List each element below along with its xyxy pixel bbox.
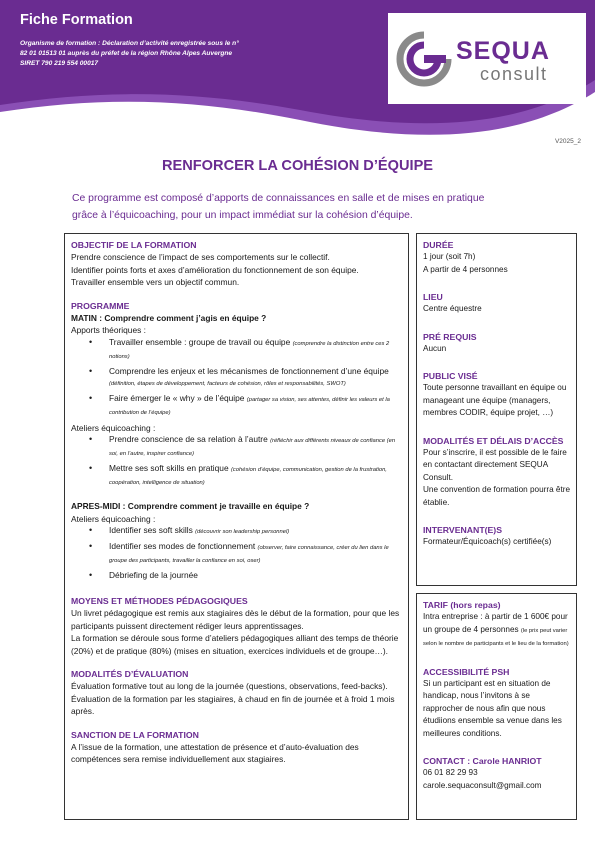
item-text: Débriefing de la journée [109, 570, 198, 580]
objectif-line: Travailler ensemble vers un objectif commun. [71, 277, 240, 287]
main-content-box [64, 233, 409, 820]
lieu-line: Centre équestre [423, 304, 482, 313]
item-text: Mettre ses soft skills en pratique [109, 463, 231, 473]
duree-line: A partir de 4 personnes [423, 264, 508, 274]
section-heading-public: PUBLIC VISÉ [423, 371, 478, 381]
moyens-line: La formation se déroule sous forme d’ateliers pédagogiques alliant des temps de théorie (20%) et de pratique (80%) (mises en situation, exercices individuels et de groupe…). [71, 633, 399, 656]
section-heading-tarif: TARIF (hors repas) [423, 600, 501, 610]
organisme-info [20, 39, 290, 69]
section-heading-prerequis: PRÉ REQUIS [423, 331, 477, 342]
organisme-line: 82 01 01513 01 auprès du préfet de la région Rhône Alpes Auvergne [20, 50, 233, 57]
item-text: Identifier ses modes de fonctionnement [109, 541, 258, 551]
objectif-line: Identifier points forts et axes d’amélioration du fonctionnement de son équipe. [71, 264, 359, 275]
item-text: Faire émerger le « why » de l’équipe [109, 392, 247, 403]
intervenant-line: Formateur/Équicoach(s) certifiée(s) [423, 537, 552, 546]
item-note: (définition, étapes de développement, facteurs de cohésion, rôles et responsabilités, SWOT) [109, 380, 346, 387]
item-note: (découvrir son leadership personnel) [195, 529, 290, 535]
section-heading-duree: DURÉE [423, 240, 454, 250]
list-item [97, 463, 402, 489]
item-note: (observer, faire connaissance, créer du lien dans le groupe des participants, travailler la confiance en soi, oser) [109, 545, 389, 564]
section-heading-evaluation: MODALITÉS D’ÉVALUATION [71, 669, 189, 679]
ateliers-label: Ateliers équicoaching : [71, 422, 156, 433]
organisme-line: SIRET 790 219 554 00017 [20, 60, 99, 67]
modalites-line: Une convention de formation pourra être établie. [423, 485, 571, 507]
intro-line: grâce à l’équicoaching, pour un impact immédiat sur la cohésion d’équipe. [72, 210, 413, 221]
intro-line: Ce programme est composé d’apports de connaissances en salle et de mises en pratique [72, 193, 485, 204]
info-box [416, 233, 577, 586]
list-item [97, 525, 402, 538]
tarif-note: (le prix peut varier selon le nombre de participants et le lieu de la formation) [423, 627, 569, 647]
item-note: (réfléchir aux différents niveaux de confiance (en soi, en l’autre, inspirer confiance) [109, 438, 396, 457]
intro-text [72, 190, 532, 224]
section-heading-sanction: SANCTION DE LA FORMATION [71, 729, 199, 740]
duree-line: 1 jour (soit 7h) [423, 252, 476, 261]
item-text: Travailler ensemble : groupe de travail ou équipe [109, 336, 293, 347]
evaluation-line: Évaluation formative tout au long de la journée (questions, observations, feed-backs). [71, 681, 388, 691]
tarif-contact-box [416, 593, 577, 820]
list-item [97, 541, 402, 567]
page-title: RENFORCER LA COHÉSION D’ÉQUIPE [161, 158, 434, 174]
list-item [97, 570, 402, 581]
contact-phone[interactable]: 06 01 82 29 93 [423, 768, 478, 777]
modalites-line: Pour s’inscrire, il est possible de le faire en contactant directement SEQUA Consult. [423, 447, 567, 482]
section-heading-moyens: MOYENS ET MÉTHODES PÉDAGOGIQUES [71, 596, 248, 606]
aprem-title: APRES-MIDI : Comprendre comment je travaille en équipe ? [71, 501, 310, 511]
section-heading-programme: PROGRAMME [71, 300, 130, 311]
list-item [97, 393, 402, 419]
item-note: (cohésion d’équipe, communication, gestion de la frustration, coopération, intelligence de situation) [109, 467, 387, 486]
moyens-line: Un livret pédagogique est remis aux stagiaires dès le début de la formation, pour que les participants puissent directement rédiger leurs apprentissages. [71, 608, 400, 631]
logo-word-sequa: SEQUA [456, 37, 550, 65]
section-heading-modalites: MODALITÉS ET DÉLAIS D’ACCÈS [423, 435, 564, 446]
section-heading-objectif: OBJECTIF DE LA FORMATION [71, 240, 197, 250]
tarif-price: Intra entreprise : à partir de 1 600€ pour un groupe de 4 personnes [423, 612, 568, 634]
version-label: V2025_2 [554, 138, 581, 145]
ateliers-aprem-list [97, 525, 402, 581]
ateliers-label: Ateliers équicoaching : [71, 513, 156, 524]
section-heading-contact: CONTACT : Carole HANRIOT [423, 756, 542, 766]
prerequis-line: Aucun [423, 343, 447, 353]
list-item [97, 434, 402, 460]
apports-label: Apports théoriques : [71, 325, 146, 335]
item-note: (comprendre la distinction entre ces 2 notions) [109, 340, 390, 360]
organisme-line: Organisme de formation : Déclaration d’activité enregistrée sous le n° [20, 40, 239, 47]
item-text: Comprendre les enjeux et les mécanismes de fonctionnement d’une équipe [109, 365, 389, 376]
logo-word-consult: consult [480, 64, 548, 84]
apports-list [97, 337, 402, 419]
list-item [97, 366, 402, 390]
tarif-text [423, 611, 570, 651]
item-text: Prendre conscience de sa relation à l’autre [109, 434, 271, 444]
sequa-logo [388, 13, 586, 104]
header-title: Fiche Formation [20, 12, 133, 28]
evaluation-line: Évaluation de la formation par les stagiaires, à chaud en fin de journée et à froid 1 mois après. [71, 693, 395, 716]
matin-title: MATIN : Comprendre comment j’agis en équipe ? [71, 312, 267, 323]
section-heading-lieu: LIEU [423, 292, 443, 302]
item-note: (partager sa vision, ses attentes, définir les valeurs et la contribution de l’équipe) [109, 396, 390, 416]
item-text: Identifier ses soft skills [109, 525, 196, 535]
section-heading-intervenant: INTERVENANT(E)S [423, 525, 502, 535]
sequa-logo-icon [396, 31, 452, 87]
section-heading-accessibilite: ACCESSIBILITÉ PSH [423, 666, 510, 677]
list-item [97, 337, 402, 363]
sanction-line: A l’issue de la formation, une attestation de présence et d’auto-évaluation des compétences sera remise individuellement aux stagiaires. [71, 741, 359, 764]
ateliers-matin-list [97, 434, 402, 489]
accessibilite-line: Si un participant est en situation de handicap, nous l’invitons à se rapprocher de nous afin que nous étudiions ensemble sa venue dans les meilleures conditions. [423, 678, 562, 738]
public-line: Toute personne travaillant en équipe ou manageant une équipe (managers, membres CODIR, équipe projet, …) [423, 383, 567, 417]
contact-email[interactable]: carole.sequaconsult@gmail.com [423, 780, 542, 790]
header-banner [0, 0, 595, 150]
objectif-line: Prendre conscience de l’impact de ses comportements sur le collectif. [71, 252, 330, 262]
